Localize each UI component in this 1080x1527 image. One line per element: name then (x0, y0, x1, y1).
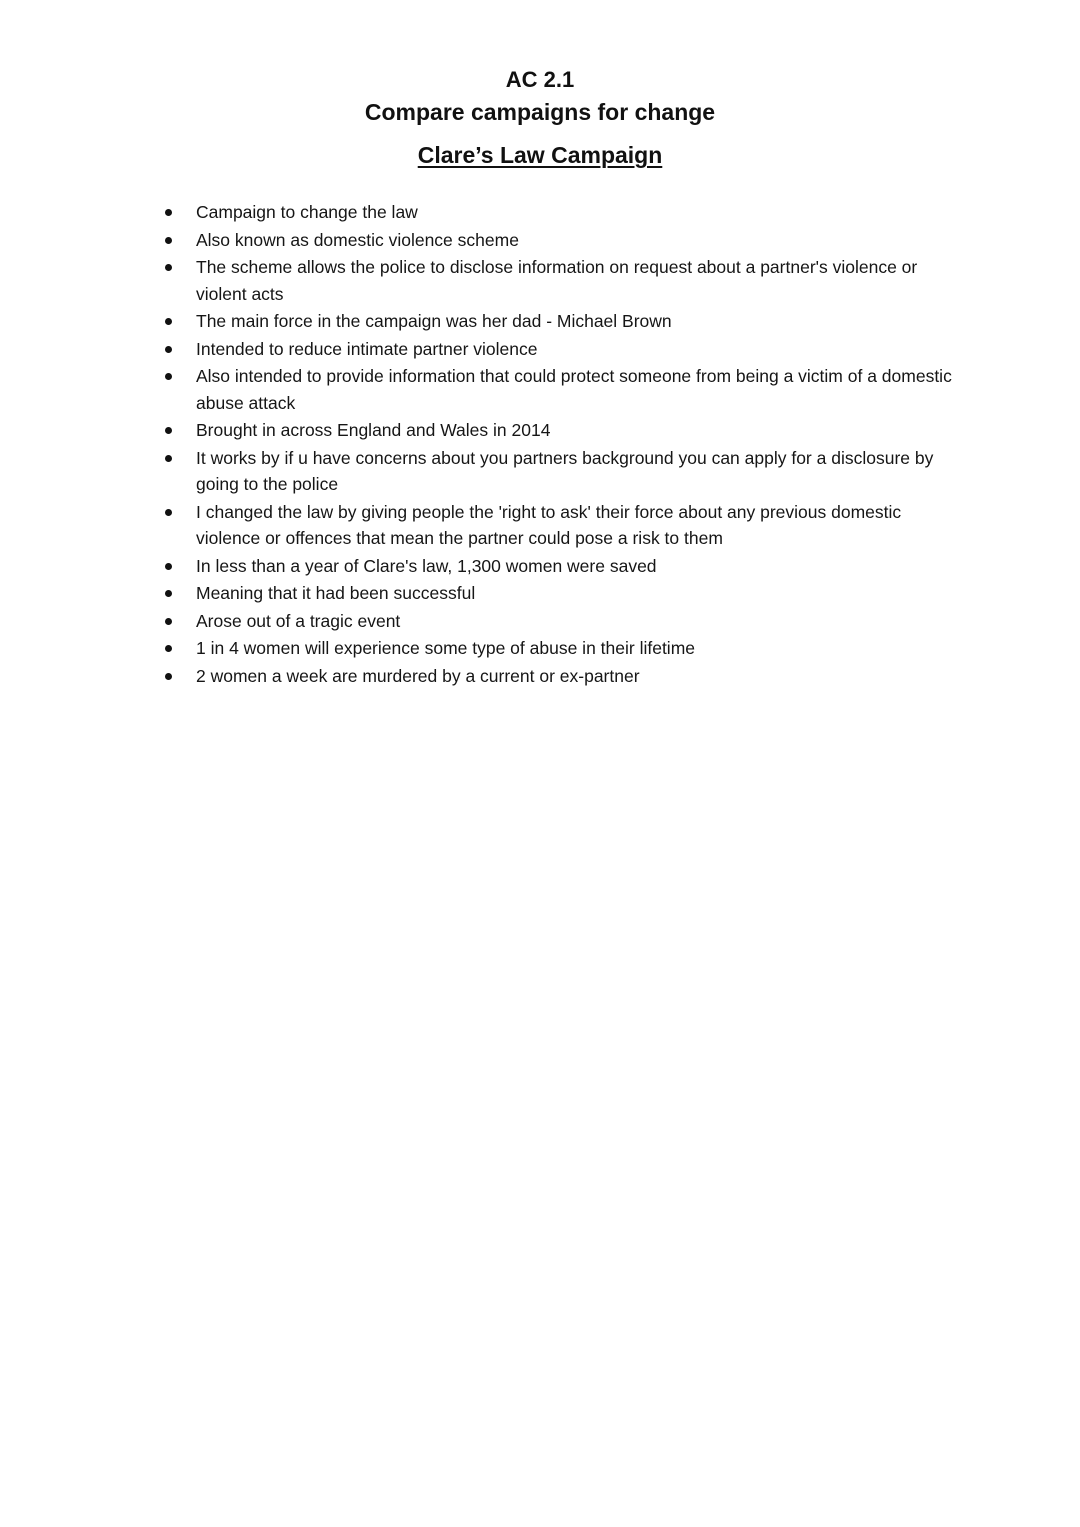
list-item (0, 336, 1080, 363)
list-item-text: I changed the law by giving people the 'right to ask' their force about any previous domestic violence or offences that mean the partner could pose a risk to them (196, 501, 902, 548)
page-title-text: Clare’s Law Campaign (417, 142, 663, 168)
list-item (0, 499, 1080, 552)
list-item-text: The main force in the campaign was her dad - Michael Brown (196, 311, 672, 331)
bullet-icon (165, 645, 172, 652)
bullet-icon (165, 209, 172, 216)
list-item-text: 1 in 4 women will experience some type of abuse in their lifetime (196, 638, 695, 658)
list-item-text: Also intended to provide information that could protect someone from being a victim of a domestic abuse attack (196, 366, 952, 413)
list-item (0, 663, 1080, 690)
list-item (0, 417, 1080, 444)
list-item (0, 445, 1080, 498)
list-item (0, 580, 1080, 607)
bullet-icon (165, 346, 172, 353)
bullet-list (0, 199, 1080, 690)
bullet-icon (165, 237, 172, 244)
bullet-icon (165, 264, 172, 271)
bullet-icon (165, 455, 172, 462)
list-item-text: Campaign to change the law (196, 202, 418, 222)
list-item (0, 608, 1080, 635)
bullet-icon (165, 563, 172, 570)
bullet-icon (165, 427, 172, 434)
assessment-code: AC 2.1 (505, 67, 575, 92)
bullet-icon (165, 373, 172, 380)
list-item (0, 254, 1080, 307)
list-item (0, 308, 1080, 335)
list-item-text: Intended to reduce intimate partner violence (196, 338, 538, 359)
list-item-text: The scheme allows the police to disclose information on request about a partner's violence or violent acts (196, 257, 918, 304)
bullet-icon (165, 509, 172, 516)
list-item (0, 199, 1080, 226)
page-subtitle: Compare campaigns for change (364, 99, 716, 125)
bullet-icon (165, 318, 172, 325)
list-item (0, 553, 1080, 580)
list-item-text: Brought in across England and Wales in 2014 (196, 420, 551, 440)
list-item-text: In less than a year of Clare's law, 1,300 women were saved (196, 555, 657, 576)
list-item (0, 363, 1080, 416)
bullet-icon (165, 673, 172, 680)
bullet-icon (165, 618, 172, 625)
list-item-text: Arose out of a tragic event (196, 610, 401, 631)
list-item (0, 227, 1080, 254)
list-item-text: Meaning that it had been successful (196, 583, 476, 603)
list-item-text: Also known as domestic violence scheme (196, 229, 519, 250)
list-item-text: 2 women a week are murdered by a current or ex-partner (196, 665, 640, 686)
list-item (0, 635, 1080, 662)
list-item-text: It works by if u have concerns about you partners background you can apply for a disclosure by going to the police (196, 447, 934, 494)
bullet-icon (165, 590, 172, 597)
page-title (0, 140, 1080, 170)
